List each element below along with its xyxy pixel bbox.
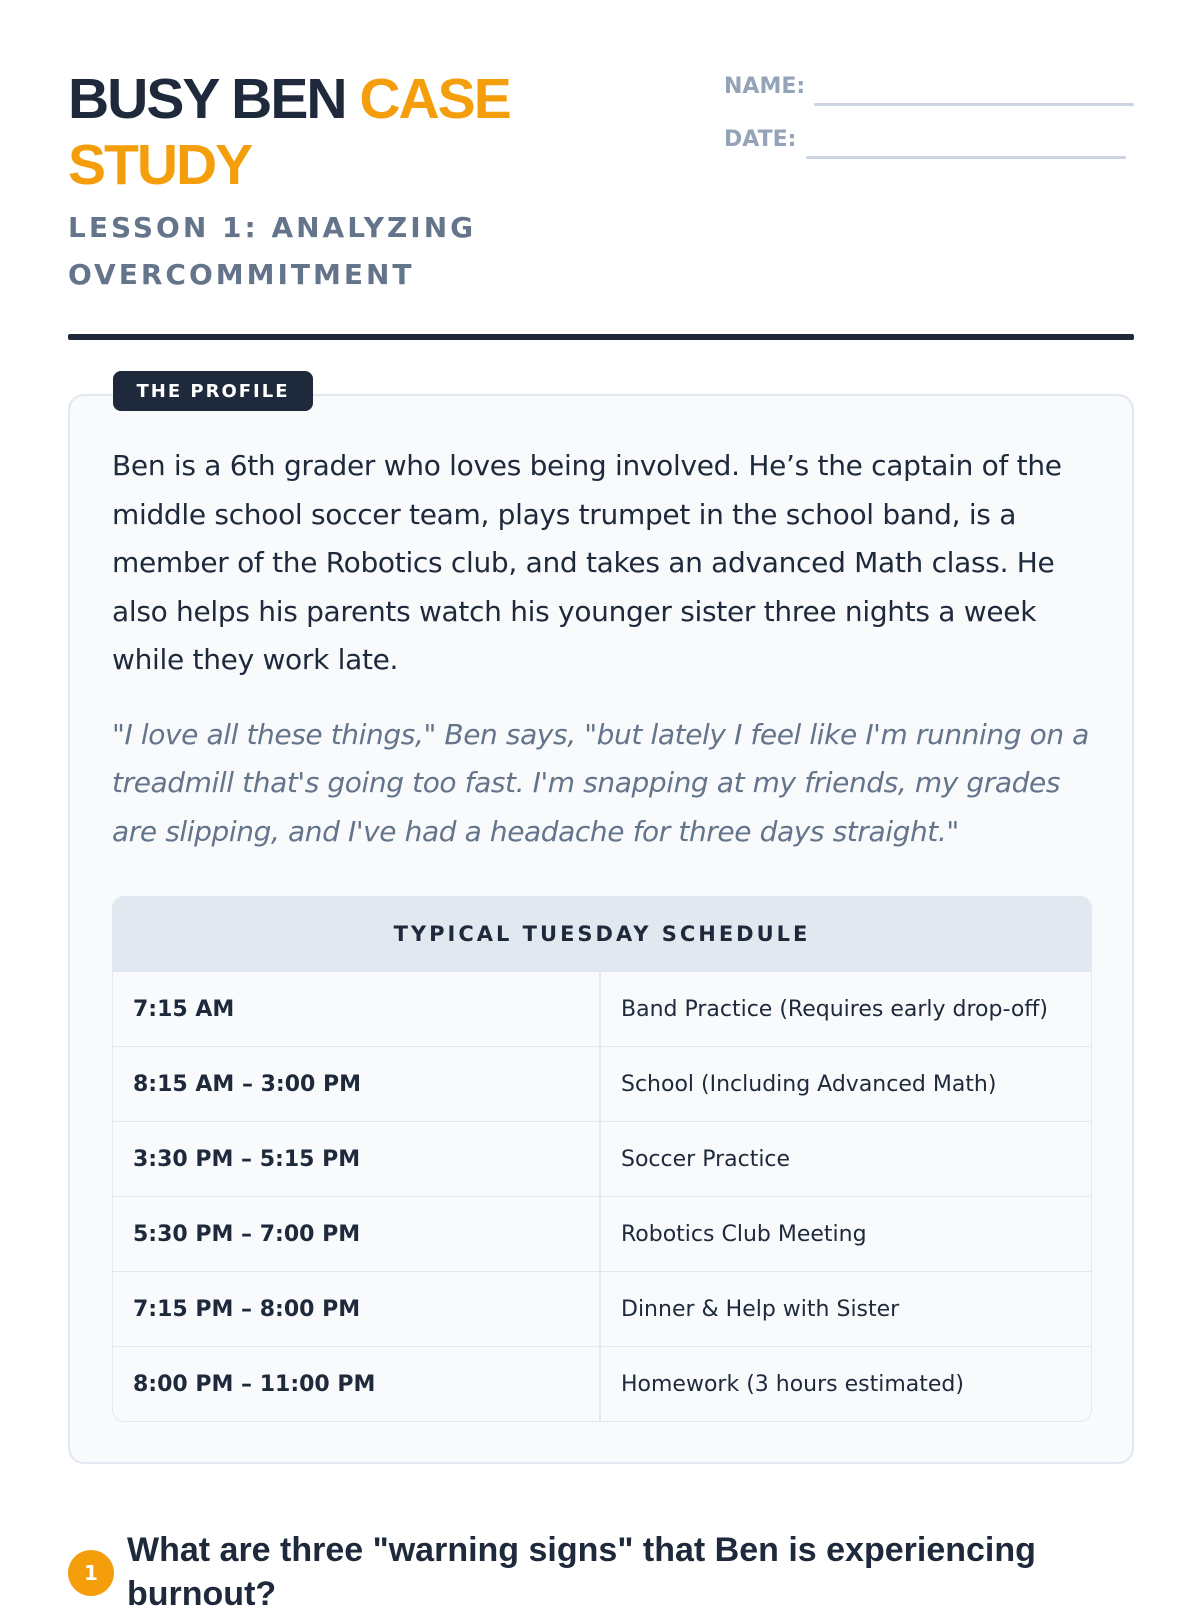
name-line[interactable] [814,103,1134,106]
profile-badge: THE PROFILE [113,371,313,411]
title-primary: BUSY BEN [68,67,360,131]
question-number-badge: 1 [68,1550,114,1596]
worksheet-page [68,0,1134,1613]
name-field [724,66,1134,119]
lesson-subtitle: LESSON 1: ANALYZING OVERCOMMITMENT [68,211,477,291]
activity-cell: Dinner & Help with Sister [621,1296,900,1322]
profile-text: Ben is a 6th grader who loves being involved. He’s the captain of the middle school soccer team, plays trumpet in the school band, is a member of the Robotics club, and takes an advanced Math class. He also helps his parents watch his younger sister three nights a week while they work late. [112,449,1062,676]
time-cell: 3:30 PM – 5:15 PM [113,1122,601,1196]
activity-cell: Robotics Club Meeting [621,1221,867,1247]
activity-cell: Homework (3 hours estimated) [621,1371,964,1397]
date-field [724,119,1134,172]
time-cell: 5:30 PM – 7:00 PM [113,1197,601,1271]
worksheet-header [68,66,1134,336]
activity-cell: Band Practice (Requires early drop-off) [621,996,1049,1022]
date-line[interactable] [806,156,1126,159]
question-text: What are three "warning signs" that Ben is experiencing burnout? [127,1531,1036,1613]
table-row [113,1346,1091,1421]
time-cell: 8:00 PM – 11:00 PM [113,1347,601,1421]
table-row [113,1196,1091,1271]
worksheet-title [68,66,628,198]
schedule-table [112,896,1092,1422]
date-label: DATE: [724,127,797,152]
profile-card [68,380,1134,1464]
header-divider [68,334,1134,340]
name-label: NAME: [724,74,806,99]
table-row [113,971,1091,1046]
student-fields [724,66,1134,172]
schedule-title: TYPICAL TUESDAY SCHEDULE [113,897,1091,971]
time-cell: 7:15 AM [113,972,601,1046]
activity-cell: Soccer Practice [621,1146,791,1172]
profile-body [112,442,1092,856]
time-cell: 8:15 AM – 3:00 PM [113,1047,601,1121]
table-row [113,1046,1091,1121]
title-accent: CASE STUDY [68,67,510,197]
table-row [113,1271,1091,1346]
activity-cell: School (Including Advanced Math) [621,1071,997,1097]
ben-quote: "I love all these things," Ben says, "but lately I feel like I'm running on a treadmill that's going too fast. I'm snapping at my friends, my grades are slipping, and I've had a headache for three days straight." [112,717,1089,848]
table-row [113,1121,1091,1196]
time-cell: 7:15 PM – 8:00 PM [113,1272,601,1346]
